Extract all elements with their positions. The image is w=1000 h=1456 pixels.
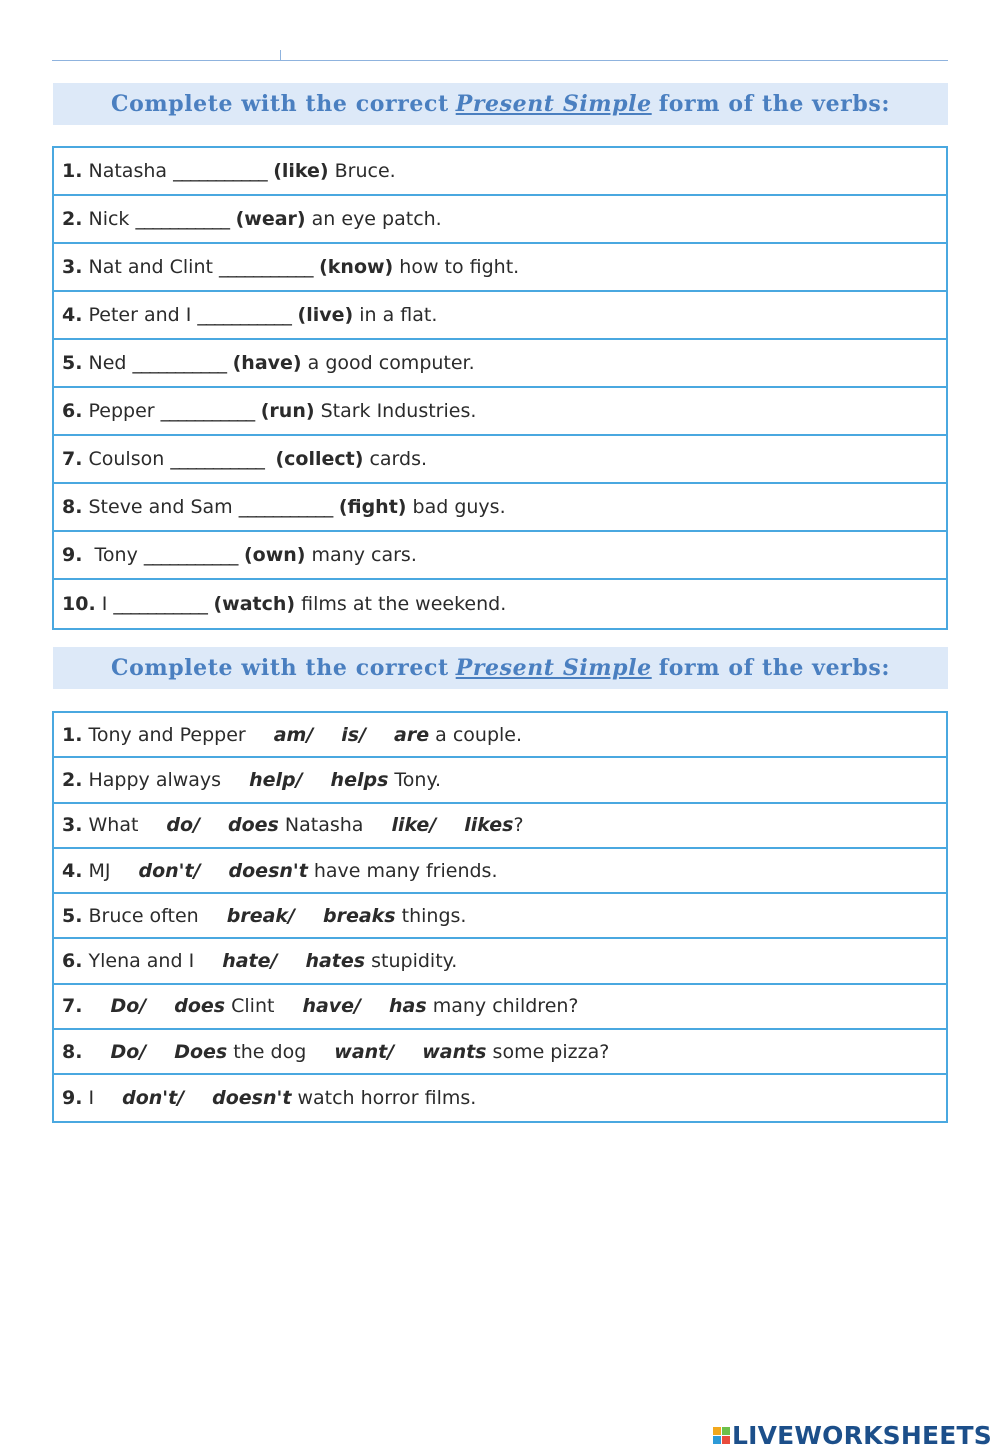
sentence-text: have many friends. bbox=[307, 859, 498, 882]
sentence-end: many cars. bbox=[305, 544, 417, 566]
answer-blank[interactable]: ___________ bbox=[218, 256, 313, 278]
item-number: 4. bbox=[62, 859, 83, 882]
sentence-end: bad guys. bbox=[406, 496, 506, 518]
verb-hint: (run) bbox=[254, 400, 315, 422]
logo-mark-icon bbox=[713, 1427, 730, 1444]
verb-hint: (fight) bbox=[332, 496, 407, 518]
item-number: 5. bbox=[62, 904, 83, 927]
exercise-2-row bbox=[54, 1030, 946, 1075]
choice-option[interactable]: want/ bbox=[334, 1040, 395, 1063]
sentence-start: Ned bbox=[82, 352, 133, 374]
exercise-1-row bbox=[54, 436, 946, 484]
choice-option[interactable]: are bbox=[394, 723, 430, 746]
choice-option[interactable]: break/ bbox=[226, 904, 295, 927]
sentence-text: some pizza? bbox=[486, 1040, 610, 1063]
sentence-start: I bbox=[95, 593, 114, 615]
choice-option[interactable]: does bbox=[174, 995, 226, 1018]
item-number: 10. bbox=[62, 593, 96, 615]
sentence-start: Nick bbox=[82, 208, 136, 230]
liveworksheets-logo: LIVEWORKSHEETS bbox=[713, 1422, 992, 1448]
sentence-text: What bbox=[82, 814, 139, 837]
sentence-end: Stark Industries. bbox=[314, 400, 477, 422]
answer-blank[interactable]: ___________ bbox=[135, 208, 229, 230]
choice-option[interactable]: doesn't bbox=[212, 1087, 292, 1110]
item-number: 2. bbox=[62, 768, 83, 791]
sentence-text: I bbox=[82, 1087, 95, 1110]
item-number: 6. bbox=[62, 950, 83, 973]
choice-option[interactable]: is/ bbox=[341, 723, 367, 746]
exercise-2-table bbox=[52, 711, 948, 1123]
item-number: 9. bbox=[62, 1087, 83, 1110]
verb-hint: (wear) bbox=[228, 208, 306, 230]
sentence-text: the dog bbox=[227, 1040, 307, 1063]
item-number: 7. bbox=[62, 448, 83, 470]
choice-option[interactable]: hate/ bbox=[222, 950, 278, 973]
choice-option[interactable]: Do/ bbox=[110, 995, 147, 1018]
sentence-text: things. bbox=[395, 904, 467, 927]
item-number: 3. bbox=[62, 256, 83, 278]
exercise-2-row bbox=[54, 939, 946, 984]
sentence-end: a good computer. bbox=[301, 352, 475, 374]
exercise-1-table bbox=[52, 146, 948, 630]
sentence-text: Natasha bbox=[278, 814, 364, 837]
item-number: 2. bbox=[62, 208, 83, 230]
choice-option[interactable]: doesn't bbox=[228, 859, 308, 882]
choice-option[interactable]: Do/ bbox=[110, 1040, 147, 1063]
exercise-2-row bbox=[54, 804, 946, 849]
section-2-title: Complete with the correct Present Simple form of the verbs: bbox=[53, 647, 948, 689]
verb-hint: (have) bbox=[226, 352, 302, 374]
exercise-1-row bbox=[54, 292, 946, 340]
verb-hint: (watch) bbox=[206, 593, 296, 615]
item-number: 4. bbox=[62, 304, 83, 326]
sentence-text: Happy always bbox=[82, 768, 222, 791]
answer-blank[interactable]: ___________ bbox=[173, 160, 267, 182]
item-number: 5. bbox=[62, 352, 83, 374]
sentence-text: Tony. bbox=[388, 768, 442, 791]
header-rule bbox=[52, 60, 948, 61]
sentence-text: stupidity. bbox=[365, 950, 458, 973]
sentence-text: Clint bbox=[225, 995, 275, 1018]
answer-blank[interactable]: ___________ bbox=[170, 448, 269, 470]
section-1-title: Complete with the correct Present Simple form of the verbs: bbox=[53, 83, 948, 125]
verb-hint: (know) bbox=[312, 256, 394, 278]
sentence-text: ? bbox=[513, 814, 524, 837]
item-number: 1. bbox=[62, 723, 83, 746]
exercise-1-row bbox=[54, 532, 946, 580]
choice-option[interactable]: don't/ bbox=[122, 1087, 185, 1110]
sentence-text: watch horror films. bbox=[291, 1087, 477, 1110]
sentence-end: in a flat. bbox=[353, 304, 438, 326]
sentence-text: many children? bbox=[426, 995, 579, 1018]
verb-hint: (collect) bbox=[268, 448, 364, 470]
choice-option[interactable]: likes bbox=[464, 814, 514, 837]
answer-blank[interactable]: ___________ bbox=[143, 544, 238, 566]
answer-blank[interactable]: ___________ bbox=[160, 400, 255, 422]
sentence-start: Natasha bbox=[82, 160, 174, 182]
header-tab-divider bbox=[52, 50, 281, 60]
sentence-start: Peter and I bbox=[82, 304, 198, 326]
sentence-text: MJ bbox=[82, 859, 111, 882]
exercise-2-row bbox=[54, 758, 946, 803]
choice-option[interactable]: don't/ bbox=[138, 859, 201, 882]
sentence-text: Bruce often bbox=[82, 904, 199, 927]
choice-option[interactable]: do/ bbox=[166, 814, 201, 837]
item-number: 8. bbox=[62, 1040, 83, 1063]
item-number: 6. bbox=[62, 400, 83, 422]
choice-option[interactable]: has bbox=[389, 995, 427, 1018]
choice-option[interactable]: wants bbox=[422, 1040, 487, 1063]
item-number: 7. bbox=[62, 995, 83, 1018]
answer-blank[interactable]: ___________ bbox=[238, 496, 333, 518]
exercise-1-row bbox=[54, 196, 946, 244]
answer-blank[interactable]: ___________ bbox=[113, 593, 207, 615]
item-number: 1. bbox=[62, 160, 83, 182]
sentence-start: Nat and Clint bbox=[82, 256, 219, 278]
choice-option[interactable]: does bbox=[228, 814, 279, 837]
exercise-2-row bbox=[54, 713, 946, 758]
choice-option[interactable]: helps bbox=[330, 768, 389, 791]
item-number: 9. bbox=[62, 544, 83, 566]
exercise-2-row bbox=[54, 894, 946, 939]
exercise-2-row bbox=[54, 849, 946, 894]
choice-option[interactable]: breaks bbox=[322, 904, 396, 927]
exercise-1-row bbox=[54, 484, 946, 532]
choice-option[interactable]: am/ bbox=[273, 723, 314, 746]
verb-hint: (own) bbox=[237, 544, 306, 566]
answer-blank[interactable]: ___________ bbox=[132, 352, 226, 374]
exercise-1-row bbox=[54, 244, 946, 292]
exercise-1-row bbox=[54, 580, 946, 628]
choice-option[interactable]: Does bbox=[174, 1040, 228, 1063]
choice-option[interactable]: like/ bbox=[391, 814, 437, 837]
item-number: 8. bbox=[62, 496, 83, 518]
exercise-1-row bbox=[54, 388, 946, 436]
exercise-1-row bbox=[54, 340, 946, 388]
sentence-text: Tony and Pepper bbox=[82, 723, 246, 746]
sentence-end: an eye patch. bbox=[305, 208, 442, 230]
verb-hint: (like) bbox=[266, 160, 329, 182]
sentence-start: Tony bbox=[82, 544, 144, 566]
exercise-2-row bbox=[54, 1075, 946, 1120]
answer-blank[interactable]: ___________ bbox=[197, 304, 291, 326]
sentence-text: Ylena and I bbox=[82, 950, 195, 973]
choice-option[interactable]: hates bbox=[305, 950, 366, 973]
sentence-end: how to fight. bbox=[393, 256, 520, 278]
choice-option[interactable]: have/ bbox=[302, 995, 361, 1018]
sentence-start: Pepper bbox=[82, 400, 161, 422]
choice-option[interactable]: help/ bbox=[249, 768, 303, 791]
exercise-2-row bbox=[54, 985, 946, 1030]
item-number: 3. bbox=[62, 814, 83, 837]
sentence-end: Bruce. bbox=[328, 160, 396, 182]
sentence-start: Steve and Sam bbox=[82, 496, 239, 518]
sentence-start: Coulson bbox=[82, 448, 171, 470]
sentence-end: films at the weekend. bbox=[295, 593, 507, 615]
sentence-text: a couple. bbox=[429, 723, 523, 746]
sentence-end: cards. bbox=[363, 448, 428, 470]
verb-hint: (live) bbox=[290, 304, 354, 326]
exercise-1-row bbox=[54, 148, 946, 196]
